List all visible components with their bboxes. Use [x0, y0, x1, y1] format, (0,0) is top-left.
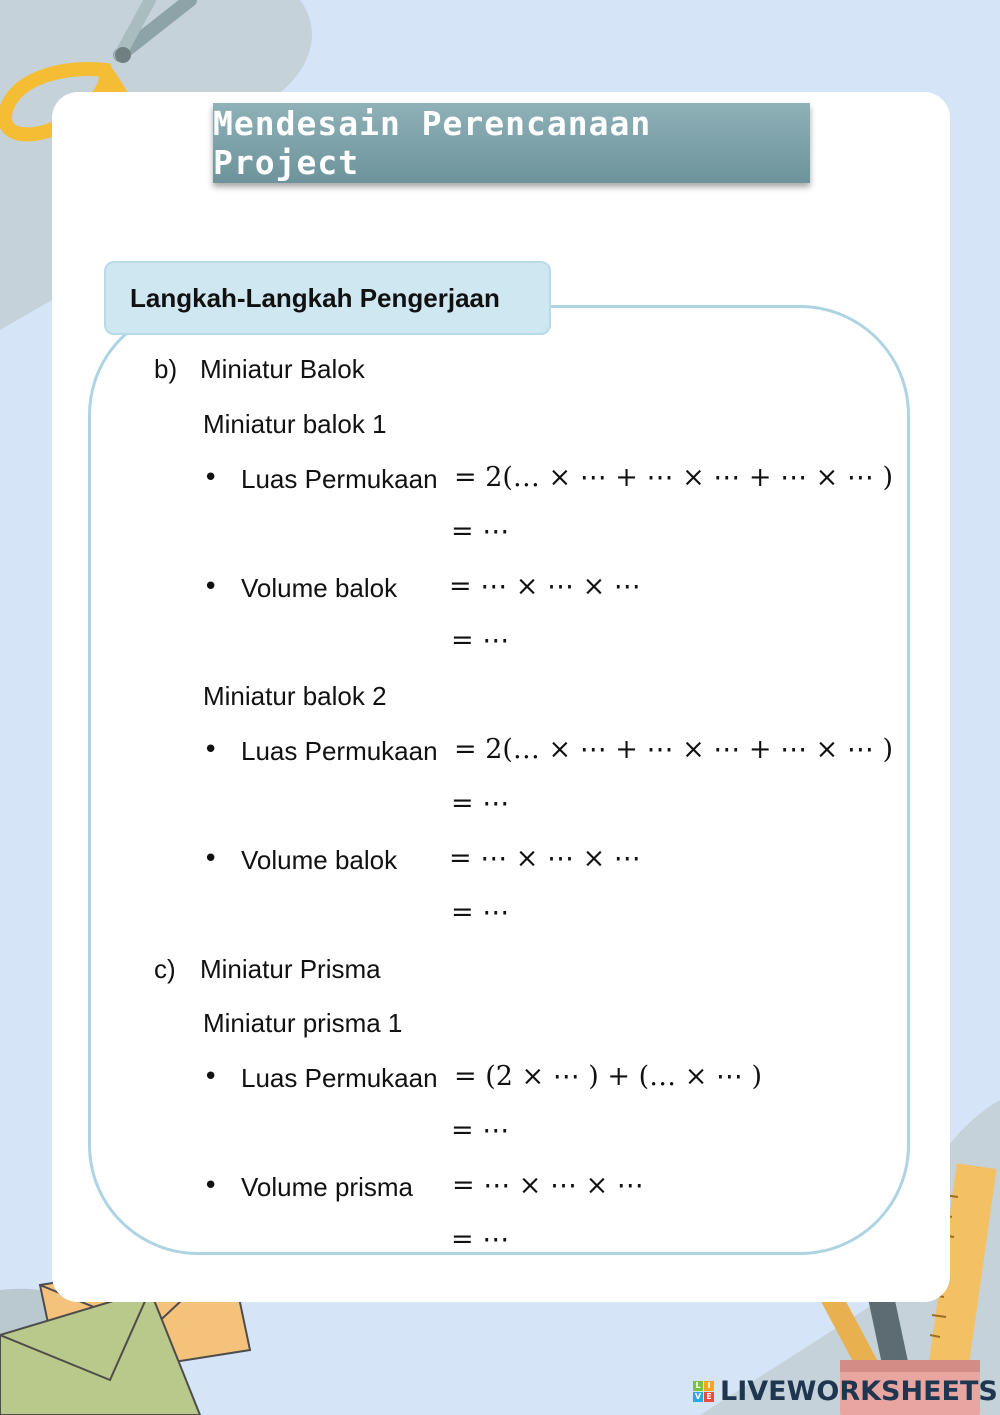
group-subheading: Miniatur balok 2: [203, 681, 387, 711]
item-label: Volume balok: [241, 845, 398, 875]
item-expression: = ⋯ × ⋯ × ⋯: [449, 571, 641, 602]
logo-letter: E: [704, 1392, 714, 1402]
item-label: Luas Permukaan: [241, 464, 438, 494]
item-result: = ⋯: [451, 1224, 510, 1255]
item-result: = ⋯: [451, 1115, 510, 1146]
logo-letter: V: [694, 1391, 702, 1401]
bullet: •: [203, 1171, 219, 1201]
logo-letter: L: [693, 1381, 703, 1391]
item-label: Luas Permukaan: [241, 736, 438, 766]
logo-letter: I: [704, 1381, 714, 1391]
item-result: = ⋯: [451, 625, 510, 656]
section-heading: Miniatur Balok: [200, 354, 365, 384]
item-label: Luas Permukaan: [241, 1063, 438, 1093]
item-expression: = 2(… × ⋯ + ⋯ × ⋯ + ⋯ × ⋯ ): [454, 734, 893, 765]
page-title: Mendesain Perencanaan Project: [213, 103, 810, 183]
item-result: = ⋯: [451, 897, 510, 928]
bullet: •: [203, 1062, 219, 1092]
item-label: Volume balok: [241, 573, 398, 603]
section-heading: Miniatur Prisma: [200, 954, 381, 984]
section-label: Langkah-Langkah Pengerjaan: [106, 263, 549, 333]
bullet: •: [203, 463, 219, 493]
bullet: •: [203, 735, 219, 765]
item-result: = ⋯: [451, 516, 510, 547]
liveworksheets-brand[interactable]: [693, 1374, 998, 1408]
item-expression: = (2 × ⋯ ) + (… × ⋯ ): [454, 1061, 763, 1092]
brand-text: LIVEWORKSHEETS: [720, 1375, 998, 1407]
item-expression: = ⋯ × ⋯ × ⋯: [452, 1170, 644, 1201]
content-box: [88, 305, 910, 1255]
item-result: = ⋯: [451, 788, 510, 819]
section-marker: b): [154, 354, 178, 384]
group-subheading: Miniatur balok 1: [203, 409, 387, 439]
group-subheading: Miniatur prisma 1: [203, 1008, 403, 1038]
item-label: Volume prisma: [241, 1172, 413, 1202]
item-expression: = 2(… × ⋯ + ⋯ × ⋯ + ⋯ × ⋯ ): [454, 462, 893, 493]
section-marker: c): [154, 954, 176, 984]
item-expression: = ⋯ × ⋯ × ⋯: [449, 843, 641, 874]
bullet: •: [203, 572, 219, 602]
liveworksheets-logo-icon: [693, 1381, 714, 1402]
bullet: •: [203, 844, 219, 874]
